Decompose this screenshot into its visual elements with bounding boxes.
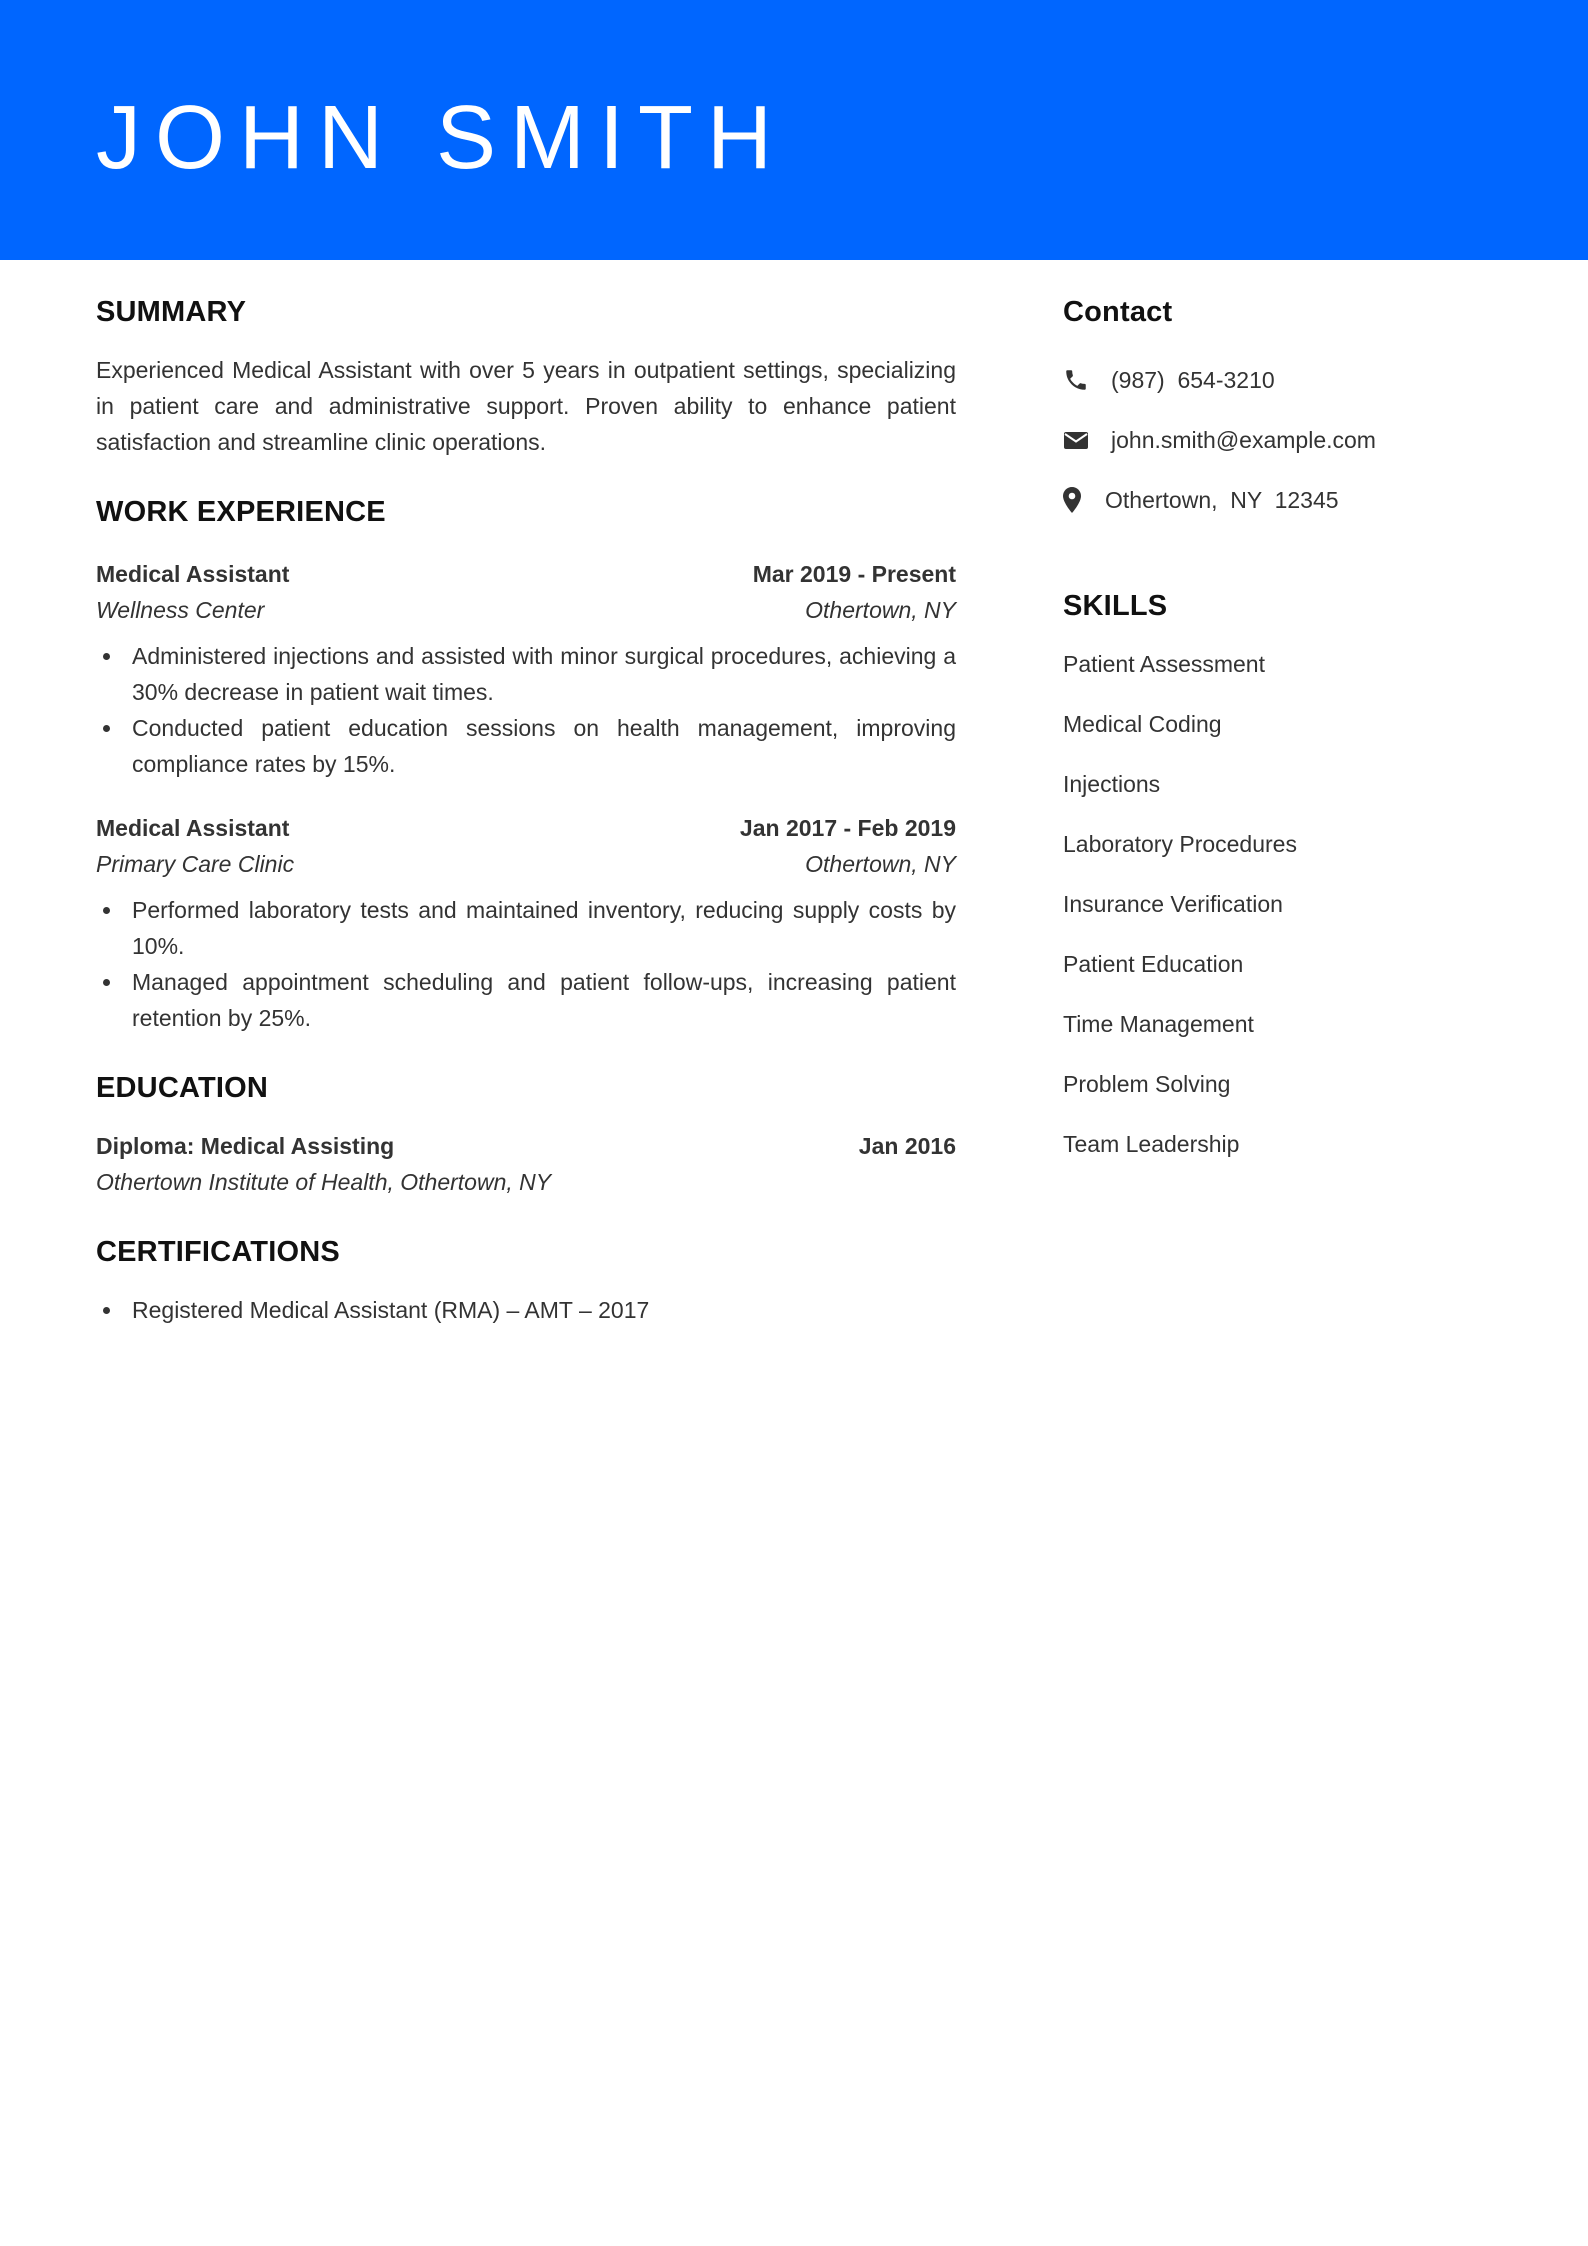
skills-heading: SKILLS — [1063, 590, 1168, 622]
skill-item: Team Leadership — [1063, 1131, 1240, 1157]
main-column — [96, 292, 956, 1328]
job-role: Medical Assistant — [96, 815, 290, 841]
certifications-list — [96, 1292, 956, 1328]
certifications-heading: CERTIFICATIONS — [96, 1236, 340, 1268]
header-banner — [0, 0, 1588, 260]
sidebar-column — [1063, 292, 1503, 1162]
skills-list — [1063, 646, 1503, 1162]
contact-address — [1063, 482, 1503, 518]
job-bullet: Performed laboratory tests and maintained inventory, reducing supply costs by 10%. — [96, 892, 956, 964]
job-dates: Mar 2019 - Present — [752, 561, 956, 587]
candidate-name: JOHN SMITH — [96, 88, 786, 188]
education-heading: EDUCATION — [96, 1072, 269, 1104]
education-date: Jan 2016 — [858, 1133, 956, 1159]
job-role: Medical Assistant — [96, 561, 290, 587]
map-pin-icon — [1063, 485, 1087, 515]
job-entry — [96, 556, 956, 782]
contact-phone — [1063, 362, 1503, 398]
certifications-section — [96, 1232, 956, 1328]
summary-text: Experienced Medical Assistant with over 5 years in outpatient settings, specializing in patient care and administrative support. Proven ability to enhance patient satisfaction and streamline clinic operations. — [96, 357, 956, 455]
envelope-icon — [1063, 425, 1093, 455]
skill-item: Time Management — [1063, 1011, 1254, 1037]
work-experience-heading: WORK EXPERIENCE — [96, 496, 386, 528]
contact-heading: Contact — [1063, 296, 1173, 328]
job-location: Othertown, NY — [805, 851, 956, 877]
job-bullet: Managed appointment scheduling and patient follow-ups, increasing patient retention by 25%. — [96, 964, 956, 1036]
contact-address-text: Othertown, NY 12345 — [1105, 486, 1339, 513]
skill-item: Injections — [1063, 771, 1161, 797]
phone-icon — [1063, 365, 1093, 395]
skill-item: Insurance Verification — [1063, 891, 1283, 917]
job-company: Primary Care Clinic — [96, 851, 295, 877]
work-experience-section — [96, 492, 956, 1036]
skills-section — [1063, 586, 1503, 1162]
education-degree: Diploma: Medical Assisting — [96, 1133, 395, 1159]
contact-section — [1063, 292, 1503, 518]
contact-email-text: john.smith@example.com — [1111, 426, 1376, 453]
contact-phone-text: (987) 654-3210 — [1111, 366, 1275, 393]
summary-heading: SUMMARY — [96, 296, 247, 328]
skill-item: Patient Assessment — [1063, 651, 1265, 677]
summary-section — [96, 292, 956, 460]
job-location: Othertown, NY — [805, 597, 956, 623]
job-entry — [96, 810, 956, 1036]
contact-email — [1063, 422, 1503, 458]
skill-item: Patient Education — [1063, 951, 1244, 977]
education-school: Othertown Institute of Health, Othertown, NY — [96, 1169, 552, 1195]
certification-item: Registered Medical Assistant (RMA) – AMT – 2017 — [96, 1292, 956, 1328]
job-company: Wellness Center — [96, 597, 265, 623]
skill-item: Laboratory Procedures — [1063, 831, 1297, 857]
job-bullets — [96, 892, 956, 1036]
job-bullets — [96, 638, 956, 782]
job-dates: Jan 2017 - Feb 2019 — [739, 815, 956, 841]
skill-item: Problem Solving — [1063, 1071, 1231, 1097]
education-section — [96, 1068, 956, 1200]
job-bullet: Administered injections and assisted with minor surgical procedures, achieving a 30% decrease in patient wait times. — [96, 638, 956, 710]
job-bullet: Conducted patient education sessions on health management, improving compliance rates by 15%. — [96, 710, 956, 782]
skill-item: Medical Coding — [1063, 711, 1222, 737]
